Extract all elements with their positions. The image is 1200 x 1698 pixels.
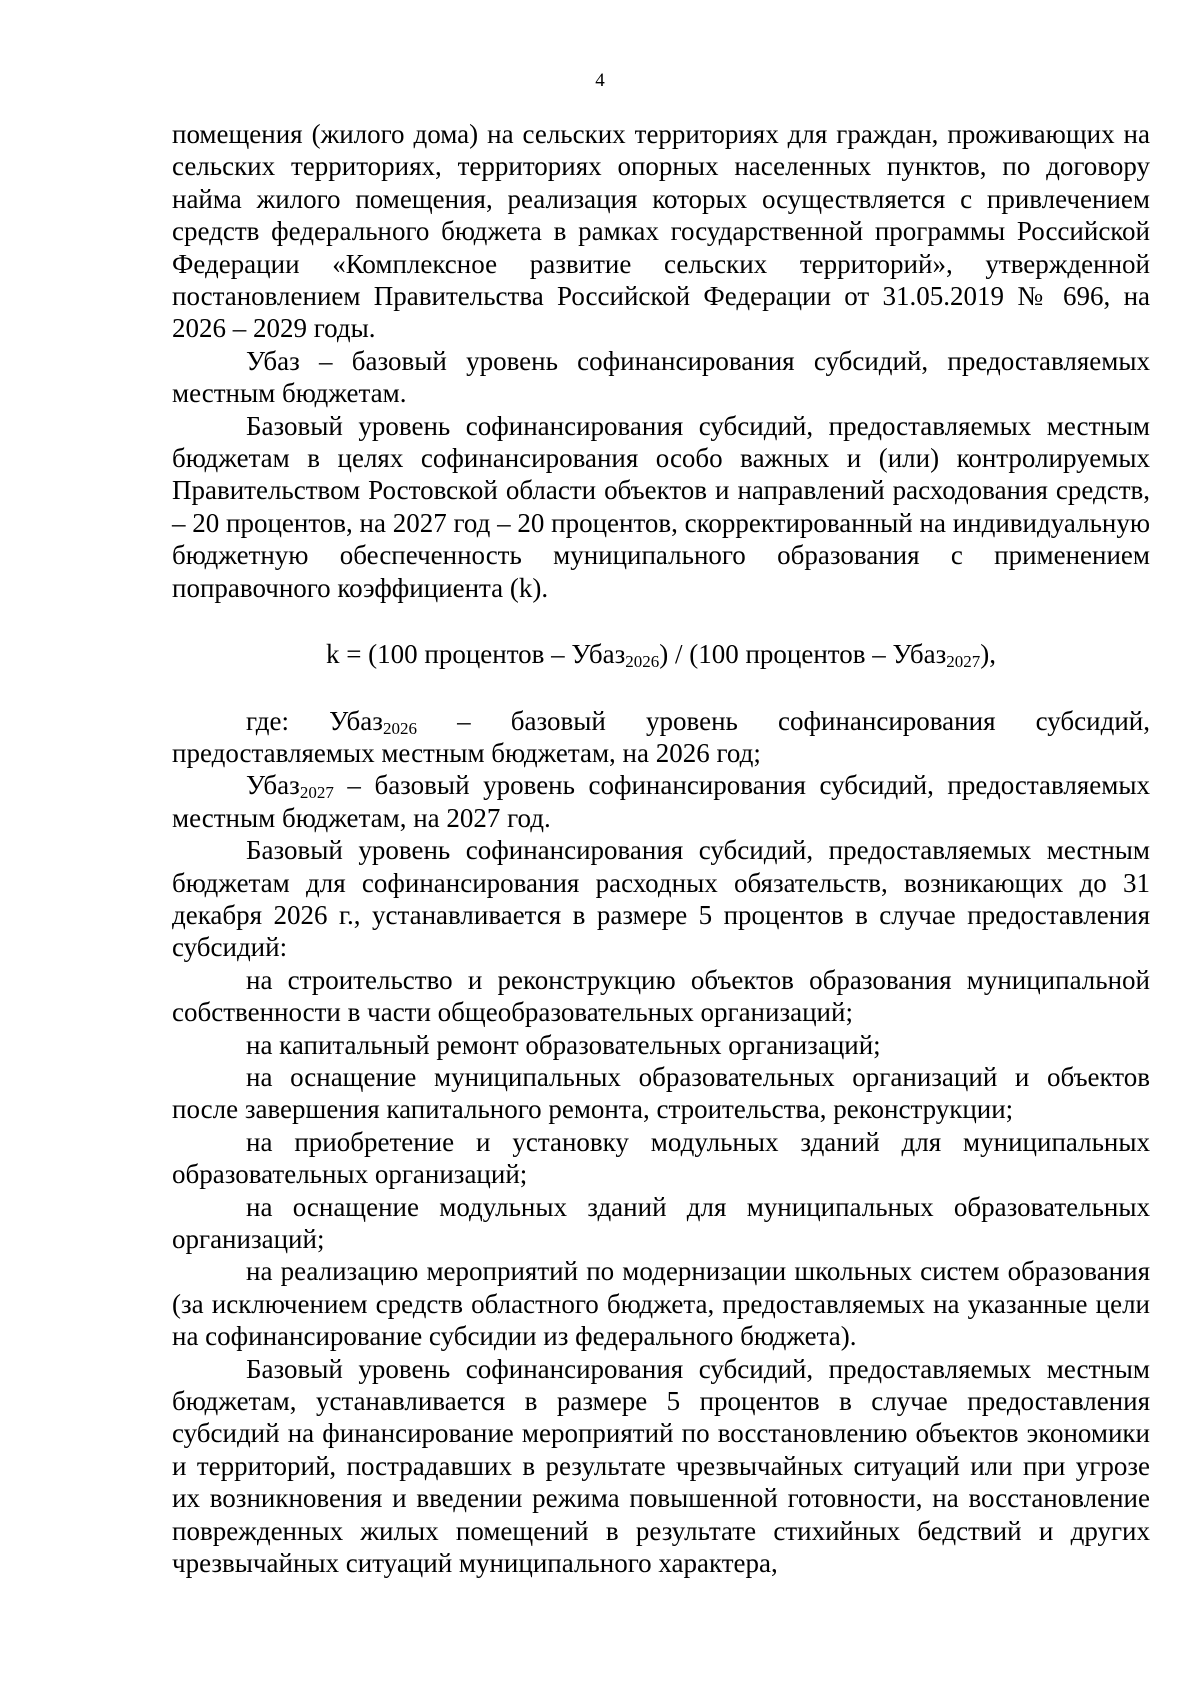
document-body bbox=[172, 118, 1150, 1579]
paragraph-ubaz-definition: Убаз – базовый уровень софинансирования субсидий, предоставляемых местным бюджетам. bbox=[172, 345, 1150, 409]
formula-part-1: k = (100 процентов – Убаз bbox=[325, 639, 626, 670]
formula-part-2: ) / (100 процентов – Убаз bbox=[659, 639, 947, 670]
paragraph-emergency-recovery: Базовый уровень софинансирования субсидий, предоставляемых местным бюджетам, устанавливается в размере 5 процентов в случае предоставления субсидий на финансирование мероприятий по восстановлению объектов экономики и территорий, пострадавших в результате чрезвычайных ситуаций или при угрозе их возникновения и введении режима повышенной готовности, на восстановление поврежденных жилых помещений в результате стихийных бедствий и других чрезвычайных ситуаций муниципального характера, bbox=[172, 1353, 1150, 1579]
formula-k bbox=[172, 638, 1150, 670]
list-item-modernization: на реализацию мероприятий по модернизации школьных систем образования (за исключением средств областного бюджета, предоставляемых на указанные цели на софинансирование субсидии из федерального бюджета). bbox=[172, 1256, 1150, 1352]
paragraph-base-level-5-intro: Базовый уровень софинансирования субсидий, предоставляемых местным бюджетам для софинансирования расходных обязательств, возникающих до 31 декабря 2026 г., устанавливается в размере 5 процентов в случае предоставления субсидий: bbox=[172, 835, 1150, 963]
paragraph-where-2026 bbox=[172, 705, 1150, 770]
formula-subscript-2: 2027 bbox=[946, 652, 981, 672]
list-item-capital-repair: на капитальный ремонт образовательных организаций; bbox=[246, 1029, 881, 1060]
list-item-equipment: на оснащение муниципальных образовательных организаций и объектов после завершения капитального ремонта, строительства, реконструкции; bbox=[172, 1061, 1150, 1125]
where-2027-text: – базовый уровень софинансирования субсидий, предоставляемых местным бюджетам, на 2027 год. bbox=[172, 770, 1150, 833]
paragraph-where-2027 bbox=[172, 769, 1150, 834]
where-2026-subscript: 2026 bbox=[382, 718, 417, 738]
where-2026-prefix: где: Убаз bbox=[246, 705, 383, 736]
list-item-construction: на строительство и реконструкцию объектов образования муниципальной собственности в части общеобразовательных организаций; bbox=[172, 964, 1150, 1028]
where-2027-prefix: Убаз bbox=[246, 770, 300, 801]
formula-subscript-1: 2026 bbox=[625, 652, 660, 672]
page-number: 4 bbox=[595, 70, 605, 91]
where-2027-subscript: 2027 bbox=[299, 783, 334, 803]
list-item-modular-equipment: на оснащение модульных зданий для муниципальных образовательных организаций; bbox=[172, 1191, 1150, 1254]
paragraph-continuation: помещения (жилого дома) на сельских территориях для граждан, проживающих на сельских территориях, территориях опорных населенных пунктов, по договору найма жилого помещения, реализация которых осуществляется с привлечением средств федерального бюджета в рамках государственной программы Российской Федерации «Комплексное развитие сельских территорий», утвержденной постановлением Правительства Российской Федерации от 31.05.2019 № 696, на 2026 – 2029 годы. bbox=[172, 119, 1150, 344]
paragraph-base-level-20: Базовый уровень софинансирования субсидий, предоставляемых местным бюджетам в целях софинансирования особо важных и (или) контролируемых Правительством Ростовской области объектов и направлений расходования средств, – 20 процентов, на 2027 год – 20 процентов, скорректированный на индивидуальную бюджетную обеспеченность муниципального образования с применением поправочного коэффициента (k). bbox=[172, 410, 1150, 603]
where-2026-text: – базовый уровень софинансирования субсидий, предоставляемых местным бюджетам, на 2026 год; bbox=[172, 705, 1150, 768]
list-item-modular-buildings: на приобретение и установку модульных зданий для муниципальных образовательных организаций; bbox=[172, 1126, 1150, 1190]
formula-part-3: ), bbox=[980, 639, 997, 670]
